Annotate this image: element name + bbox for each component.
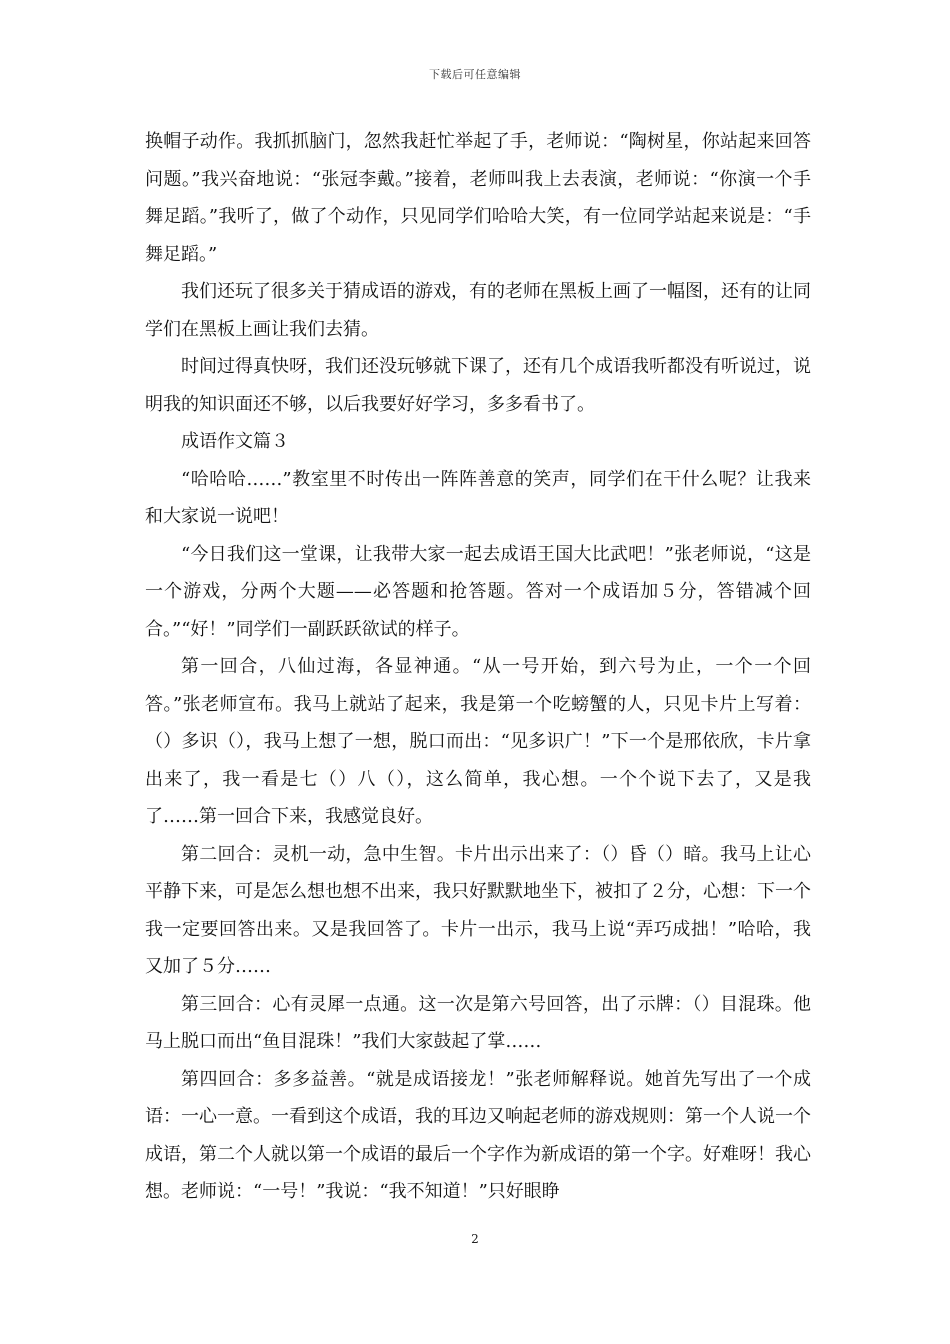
paragraph: “今日我们这一堂课，让我带大家一起去成语王国大比武吧！”张老师说，“这是一个游戏，分两个大题——必答题和抢答题。答对一个成语加５分，答错减个回合。”“好！”同学们一副跃跃欲试的样子。: [145, 543, 811, 640]
paragraph: 第四回合：多多益善。“就是成语接龙！”张老师解释说。她首先写出了一个成语：一心一意。一看到这个成语，我的耳边又响起老师的游戏规则：第一个人说一个成语，第二个人就以第一个成语的最后一个字作为新成语的第一个字。好难呀！我心想。老师说：“一号！”我说：“我不知道！”只好眼睁: [145, 1068, 811, 1202]
page-header: 下载后可任意编辑: [429, 68, 521, 81]
paragraph: 第三回合：心有灵犀一点通。这一次是第六号回答，出了示牌：（）目混珠。他马上脱口而出“鱼目混珠！”我们大家鼓起了掌……: [145, 993, 811, 1052]
paragraph: 我们还玩了很多关于猜成语的游戏，有的老师在黑板上画了一幅图，还有的让同学们在黑板上画让我们去猜。: [145, 281, 811, 340]
section-heading: 成语作文篇３: [181, 431, 289, 452]
paragraph: 第一回合，八仙过海，各显神通。“从一号开始，到六号为止，一个一个回答。”张老师宣布。我马上就站了起来，我是第一个吃螃蟹的人，只见卡片上写着：（）多识（），我马上想了一想，脱口而出：“见多识广！”下一个是邢依欣，卡片拿出来了，我一看是七（）八（），这么简单，我心想。一个个说下去了，又是我了……第一回合下来，我感觉良好。: [145, 656, 811, 827]
paragraph: 第二回合：灵机一动，急中生智。卡片出示出来了：（）昏（）暗。我马上让心平静下来，可是怎么想也想不出来，我只好默默地坐下，被扣了２分，心想：下一个我一定要回答出来。又是我回答了。卡片一出示，我马上说“弄巧成拙！”哈哈，我又加了５分……: [145, 843, 811, 977]
paragraph-continued: 换帽子动作。我抓抓脑门，忽然我赶忙举起了手，老师说：“陶树星，你站起来回答问题。”我兴奋地说：“张冠李戴。”接着，老师叫我上去表演，老师说：“你演一个手舞足蹈。”我听了，做了个动作，只见同学们哈哈大笑，有一位同学站起来说是：“手舞足蹈。”: [145, 131, 811, 265]
paragraph: 时间过得真快呀，我们还没玩够就下课了，还有几个成语我听都没有听说过，说明我的知识面还不够，以后我要好好学习，多多看书了。: [145, 356, 811, 415]
paragraph: “哈哈哈……”教室里不时传出一阵阵善意的笑声，同学们在干什么呢？让我来和大家说一说吧！: [145, 468, 811, 527]
document-body: [145, 123, 811, 1211]
page-number: 2: [471, 1232, 479, 1246]
